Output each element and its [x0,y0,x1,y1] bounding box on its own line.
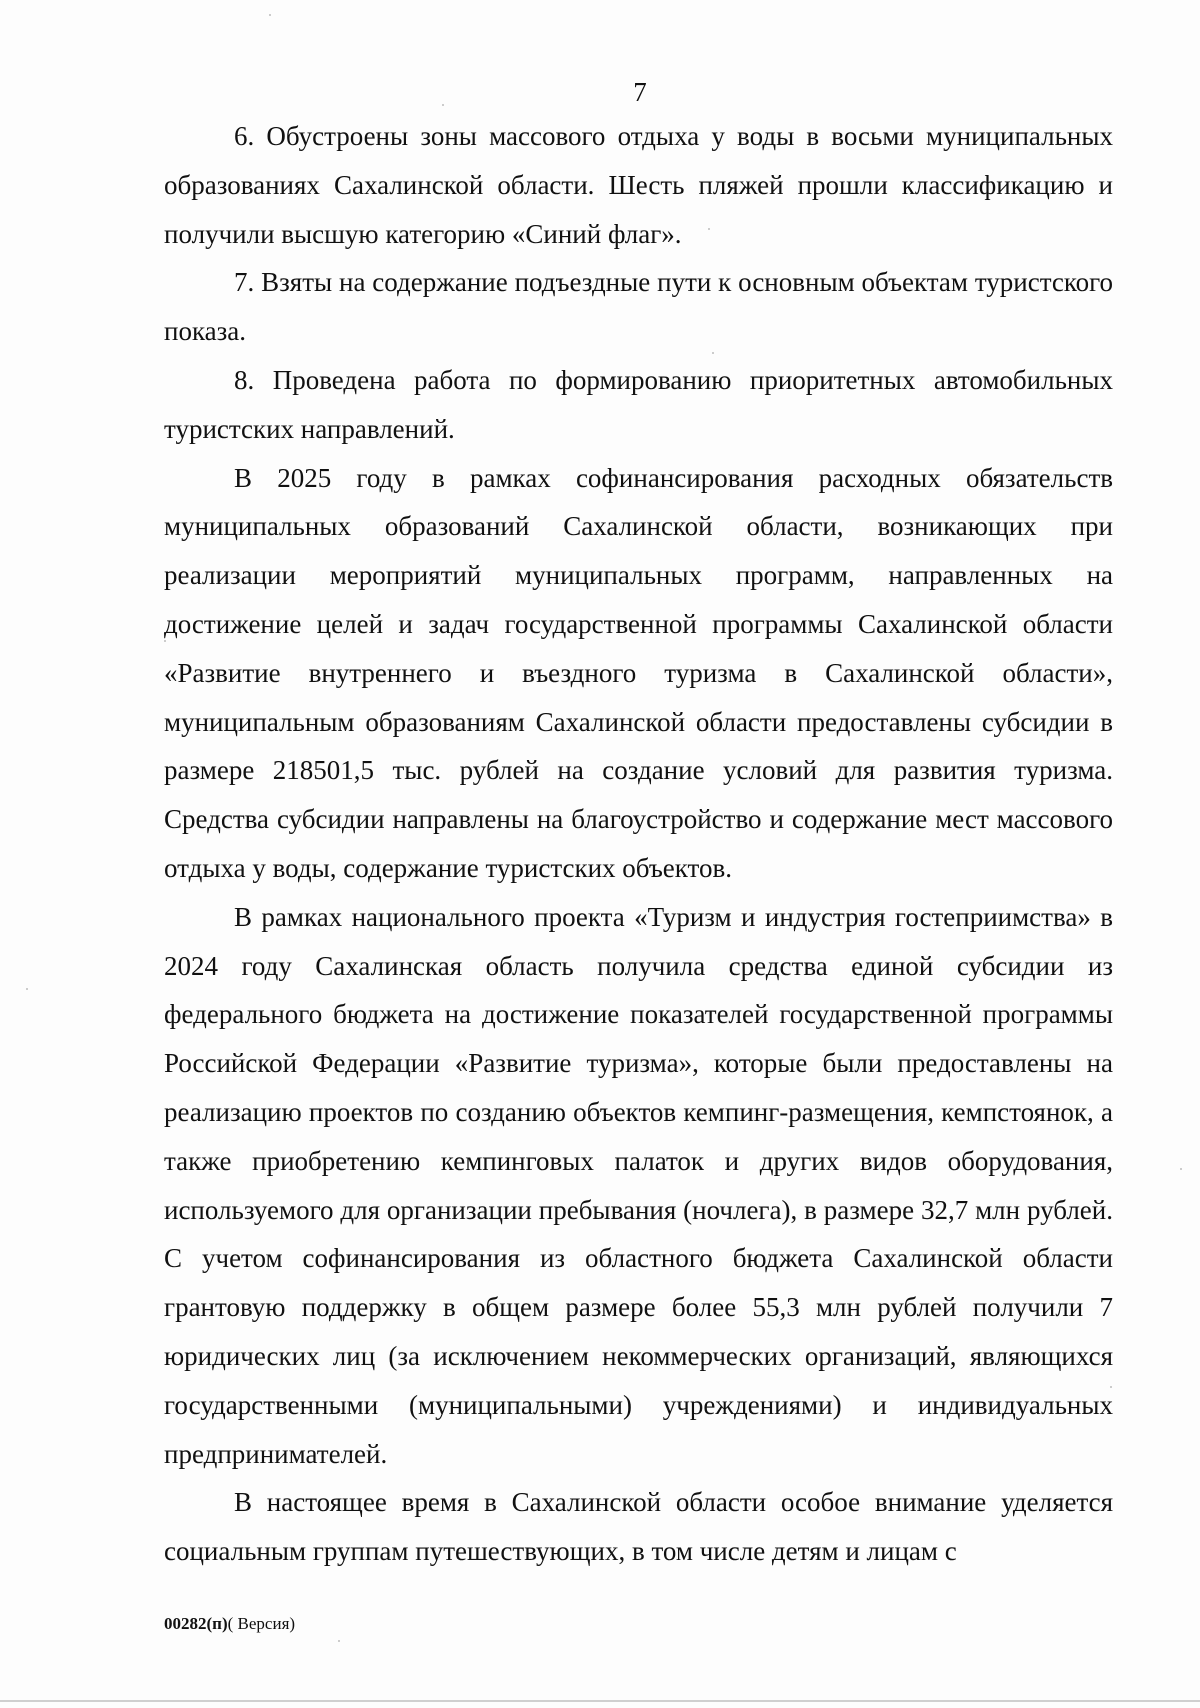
document-version: ( Версия) [227,1614,296,1633]
bottom-edge [0,1700,1200,1702]
paragraph-national-project: В рамках национального проекта «Туризм и индустрия гостеприимства» в 2024 году Сахалинская область получила средства единой субсидии из федерального бюджета на достижение показателей государственной программы Российской Федерации «Развитие туризма», которые были предоставлены на реализацию проектов по созданию объектов кемпинг-размещения, кемпстоянок, а также приобретению кемпинговых палаток и других видов оборудования, используемого для организации пребывания (ночлега), в размере 32,7 млн рублей. С учетом софинансирования из областного бюджета Сахалинской области грантовую поддержку в общем размере более 55,3 млн рублей получили 7 юридических лиц (за исключением некоммерческих организаций, являющихся государственными (муниципальными) учреждениями) и индивидуальных предпринимателей. [164,901,1113,1469]
page-number: 7 [633,77,647,107]
document-footer [164,1614,295,1634]
paragraph-item-6: 6. Обустроены зоны массового отдыха у воды в восьми муниципальных образованиях Сахалинской области. Шесть пляжей прошли классификацию и получили высшую категорию «Синий флаг». [164,121,1113,249]
paragraph-subsidies-2025: В 2025 году в рамках софинансирования расходных обязательств муниципальных образований Сахалинской области, возникающих при реализации мероприятий муниципальных программ, направленных на достижение целей и задач государственной программы Сахалинской области «Развитие внутреннего и въездного туризма в Сахалинской области», муниципальным образованиям Сахалинской области предоставлены субсидии в размере 218501,5 тыс. рублей на создание условий для развития туризма. Средства субсидии направлены на благоустройство и содержание мест массового отдыха у воды, содержание туристских объектов. [164,462,1113,883]
paragraph-item-8: 8. Проведена работа по формированию приоритетных автомобильных туристских направлений. [164,364,1113,444]
document-body [164,112,1113,1576]
paragraph-social-groups: В настоящее время в Сахалинской области особое внимание уделяется социальным группам путешествующих, в том числе детям и лицам с [164,1487,1113,1567]
paragraph-item-7: 7. Взяты на содержание подъездные пути к основным объектам туристского показа. [164,267,1113,347]
document-code: 00282(п) [164,1614,228,1633]
